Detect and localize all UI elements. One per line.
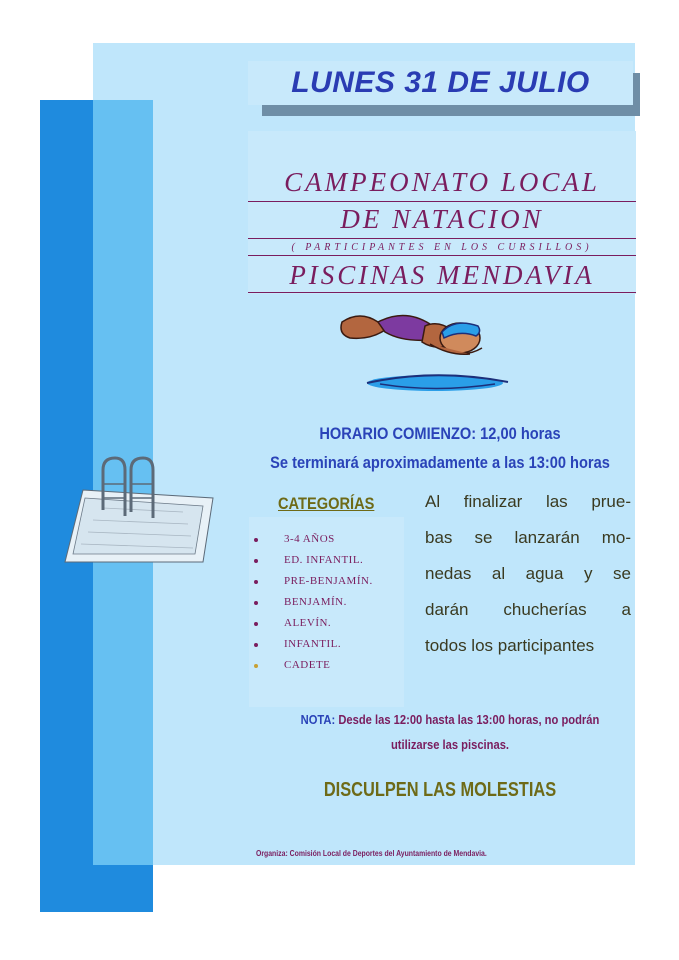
- title-line-1: CAMPEONATO LOCAL: [284, 167, 600, 197]
- category-item: BENJAMÍN.: [249, 592, 373, 613]
- title-underline-2: [248, 238, 636, 239]
- categories-box: [249, 517, 404, 707]
- final-note-line: nedas al agua y se: [425, 564, 631, 583]
- title-underline-3: [248, 255, 636, 256]
- categories-title: CATEGORÍAS: [278, 494, 375, 513]
- category-item: ALEVÍN.: [249, 613, 373, 634]
- bullet-icon: [254, 580, 258, 584]
- categories-list: [249, 529, 373, 676]
- final-note-line: Al finalizar las prue-: [425, 492, 631, 511]
- title-box: [248, 131, 636, 294]
- date-text: LUNES 31 DE JULIO: [291, 66, 590, 99]
- category-item: CADETE: [249, 655, 373, 676]
- bullet-icon: [254, 664, 258, 668]
- nota-line-2: utilizarse las piscinas.: [390, 737, 510, 752]
- bullet-icon: [254, 538, 258, 542]
- final-note: [425, 484, 631, 664]
- organizer-label: Organiza:: [256, 849, 288, 858]
- date-banner: [248, 61, 633, 105]
- organizer-line: [256, 849, 487, 858]
- bullet-icon: [254, 559, 258, 563]
- title-underline-4: [248, 292, 636, 293]
- bullet-icon: [254, 643, 258, 647]
- end-time: Se terminará aproximadamente a las 13:00 horas: [270, 453, 610, 472]
- title-line-2: DE NATACION: [340, 204, 544, 234]
- final-note-line: darán chucherías a: [425, 600, 631, 619]
- organizer-text: Comisión Local de Deportes del Ayuntamiento de Mendavia.: [289, 849, 487, 858]
- final-note-line: todos los participantes: [425, 636, 595, 655]
- category-item: INFANTIL.: [249, 634, 373, 655]
- title-underline-1: [248, 201, 636, 202]
- category-item: PRE-BENJAMÍN.: [249, 571, 373, 592]
- category-item: ED. INFANTIL.: [249, 550, 373, 571]
- final-note-line: bas se lanzarán mo-: [425, 528, 631, 547]
- start-time: HORARIO COMIENZO: 12,00 horas: [319, 424, 561, 443]
- category-item: 3-4 AÑOS: [249, 529, 373, 550]
- apology-text: DISCULPEN LAS MOLESTIAS: [323, 779, 557, 801]
- swimmer-diving-icon: [330, 300, 520, 400]
- pool-ladder-icon: [63, 450, 218, 565]
- bullet-icon: [254, 622, 258, 626]
- title-line-4: PISCINAS MENDAVIA: [289, 260, 595, 290]
- nota-label: NOTA:: [300, 712, 336, 727]
- bullet-icon: [254, 601, 258, 605]
- nota-line-1: [269, 712, 630, 727]
- title-subtitle: ( PARTICIPANTES EN LOS CURSILLOS): [291, 242, 593, 253]
- nota-text-1: Desde las 12:00 hasta las 13:00 horas, no podrán: [338, 712, 600, 727]
